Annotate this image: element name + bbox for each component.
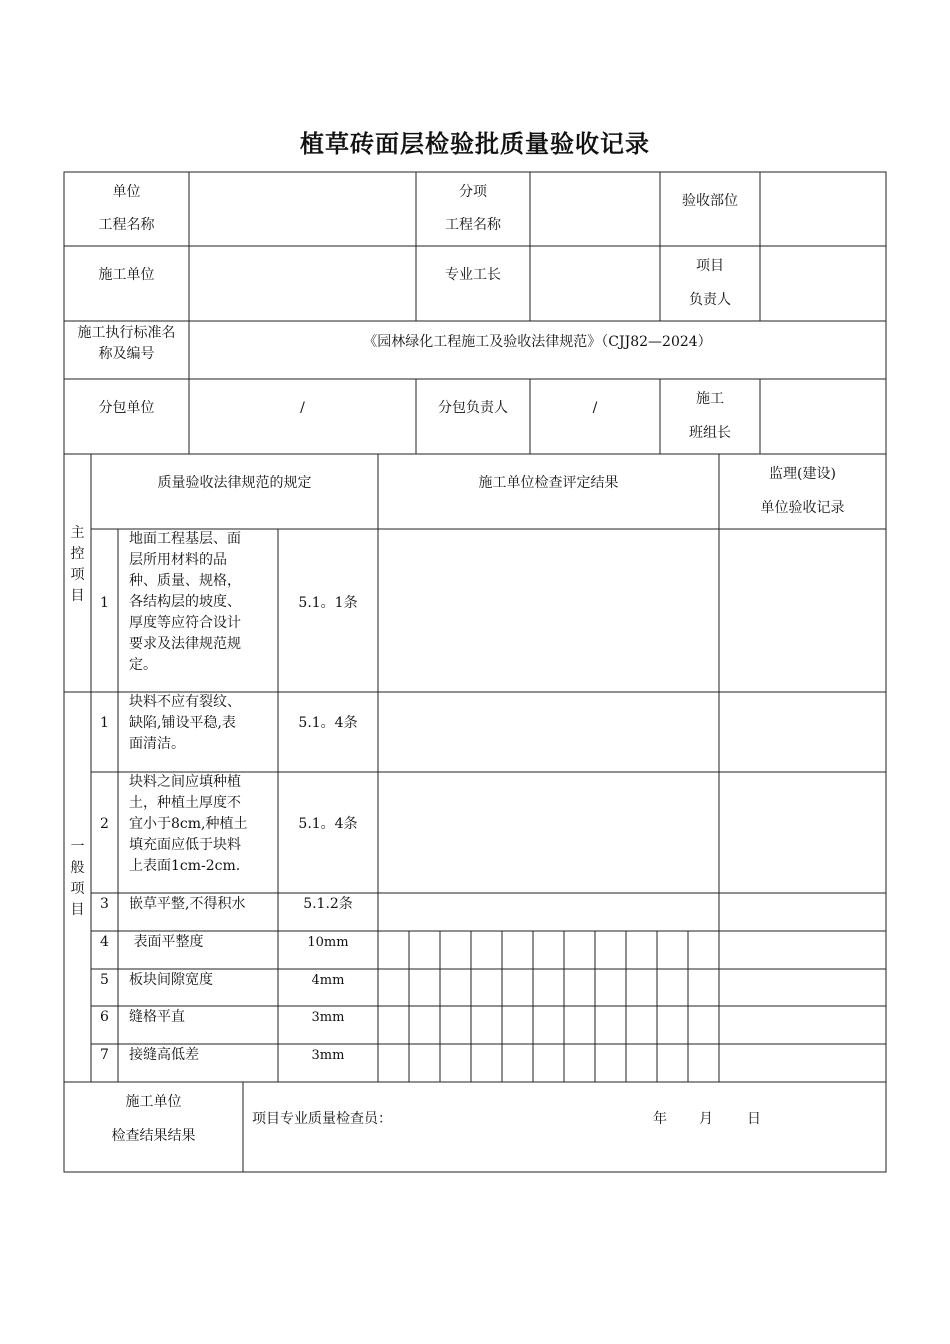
label-line: 称及编号 [98,345,155,362]
label-line: 监理(建设) [769,466,836,483]
general-items-label [64,834,91,924]
foreman-label: 专业工长 [445,266,501,283]
construction-unit-value[interactable] [189,246,416,321]
general-row-2-result[interactable] [378,772,719,893]
sub-project-name-value[interactable] [530,172,660,246]
general-row-7-clause: 3mm [311,1047,345,1063]
team-leader-label [660,379,760,454]
spec-line: 层所用材料的品 [129,552,227,568]
label-line: 工程名称 [98,217,155,233]
general-row-6-spec: 缝格平直 [129,1008,185,1025]
spec-line: 上表面1cm-2cm. [129,858,241,874]
general-row-7-no: 7 [100,1046,109,1063]
general-row-5-no: 5 [100,971,109,988]
foreman-value[interactable] [530,246,660,321]
general-row-2-spec [118,772,278,877]
label-char: 目 [70,902,85,918]
subcontract-leader-value[interactable]: / [592,399,598,416]
general-row-2-clause: 5.1。4条 [298,816,358,832]
general-row-1-spec [118,692,278,755]
general-row-1-supervision[interactable] [719,692,886,772]
footer-year-label: 年 [653,1111,667,1127]
spec-line: 填充面应低于块料 [129,837,241,853]
general-row-2-no: 2 [100,816,109,832]
general-row-3-clause: 5.1.2条 [303,895,353,912]
main-row-1-result[interactable] [378,529,719,692]
unit-project-name-value[interactable] [189,172,416,246]
main-row-1-clause: 5.1。1条 [298,594,358,611]
main-items-label [64,520,91,610]
label-char: 主 [70,525,85,541]
general-row-3-spec: 嵌草平整,不得积水 [129,895,246,912]
subcontract-unit-label: 分包单位 [98,399,155,416]
footer-month-label: 月 [699,1111,713,1127]
label-line: 单位验收记录 [760,499,845,516]
label-line: 单位 [112,184,141,200]
label-char: 控 [70,546,85,562]
label-char: 项 [70,567,85,583]
label-line: 班组长 [689,424,731,441]
subcontract-unit-value[interactable]: / [300,399,305,416]
footer-inspector-label: 项目专业质量检查员： [252,1111,392,1127]
spec-line: 厚度等应符合设计 [129,615,241,631]
spec-line: 宜小于8cm,种植土 [129,816,248,832]
label-char: 目 [70,588,85,604]
general-row-1-no: 1 [100,715,109,731]
spec-line: 种、质量、规格， [129,573,241,589]
project-leader-label [660,246,760,321]
spec-line: 缺陷,铺设平稳,表 [129,715,236,731]
page-title: 植草砖面层检验批质量验收记录 [300,130,650,158]
sub-project-name-label [416,172,530,246]
general-row-4-no: 4 [100,933,109,950]
label-line: 施工执行标准名 [77,324,176,341]
general-row-1-clause: 5.1。4条 [298,715,358,731]
spec-line: 地面工程基层、面 [129,531,241,547]
general-row-4-clause: 10mm [307,934,349,950]
footer-day-label: 日 [747,1111,761,1127]
general-row-3-no: 3 [100,895,109,912]
label-char: 项 [70,881,85,897]
general-row-5-clause: 4mm [311,972,345,988]
main-row-1-supervision[interactable] [719,529,886,692]
general-row-1-result[interactable] [378,692,719,772]
general-row-4-spec: 表面平整度 [129,933,204,950]
label-line: 负责人 [689,291,731,308]
label-line: 项目 [696,258,724,275]
label-char: 一 [70,839,85,855]
general-row-5-spec: 板块间隙宽度 [129,971,213,988]
spec-column-header: 质量验收法律规范的规定 [157,474,312,491]
spec-line: 土，种植土厚度不 [129,795,241,811]
label-line: 施工 [696,391,724,408]
label-char: 般 [70,860,85,876]
general-row-6-clause: 3mm [311,1009,345,1025]
construction-unit-label: 施工单位 [98,266,155,283]
main-row-1-spec [118,529,278,677]
spec-line: 块料不应有裂纹、 [129,694,241,710]
label-line: 工程名称 [445,217,501,233]
acceptance-part-label: 验收部位 [682,192,738,209]
result-column-header: 施工单位检查评定结果 [478,474,619,491]
general-row-3-supervision[interactable] [719,893,886,931]
supervision-column-header [719,454,886,529]
general-row-6-no: 6 [100,1008,109,1025]
general-row-3-result[interactable] [378,893,719,931]
standard-value: 《园林绿化工程施工及验收法律规范》（CJJ82—2024） [363,333,712,350]
footer-label [64,1082,243,1157]
label-line: 施工单位 [125,1094,182,1111]
team-leader-value[interactable] [760,379,886,454]
acceptance-part-value[interactable] [760,172,886,246]
unit-project-name-label [64,172,189,246]
standard-label [64,321,189,366]
main-row-1-no: 1 [100,594,109,611]
project-leader-value[interactable] [760,246,886,321]
subcontract-leader-label: 分包负责人 [438,399,508,416]
label-line: 检查结果结果 [111,1127,196,1144]
spec-line: 各结构层的坡度、 [129,594,241,610]
general-row-2-supervision[interactable] [719,772,886,893]
label-line: 分项 [459,184,487,200]
spec-line: 块料之间应填种植 [129,774,241,790]
general-row-7-spec: 接缝高低差 [129,1046,199,1063]
spec-line: 面清洁。 [129,736,185,752]
spec-line: 定。 [129,657,157,673]
spec-line: 要求及法律规范规 [129,636,241,652]
